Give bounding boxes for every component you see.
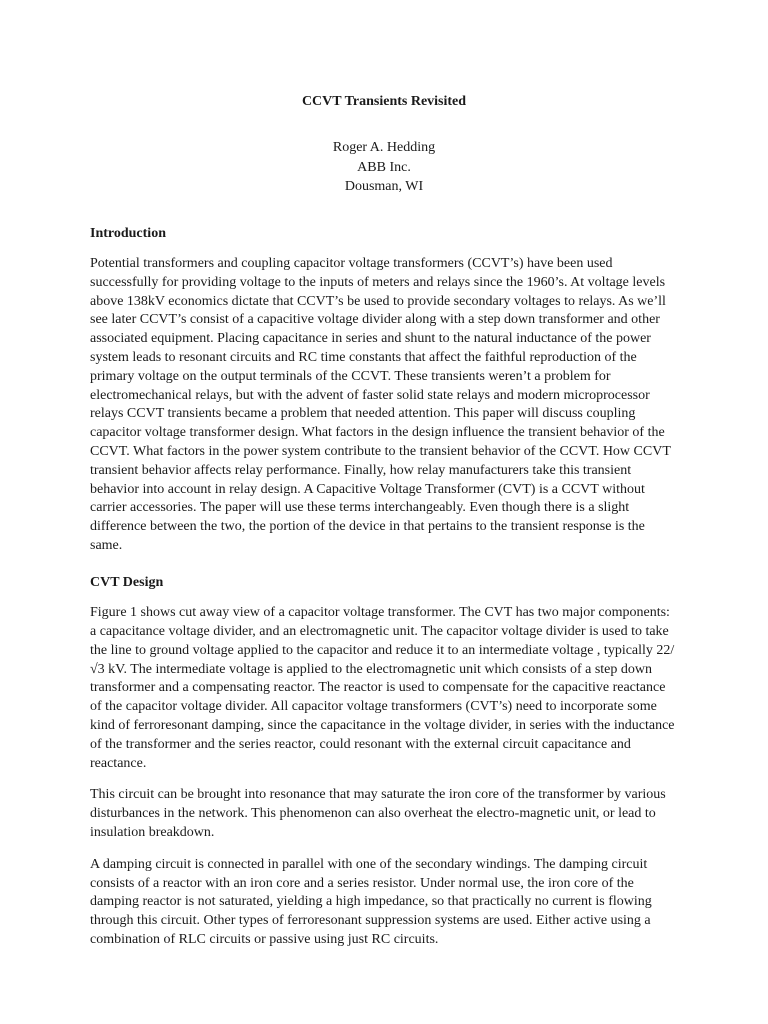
- introduction-paragraph: Potential transformers and coupling capacitor voltage transformers (CCVT’s) have been used successfully for providing voltage to the inputs of meters and relays since the 1960’s. At voltage levels above 138kV economics dictate that CCVT’s be used to provide secondary voltages to relays. As we’ll see later CCVT’s consist of a capacitive voltage divider along with a step down transformer and other associated equipment. Placing capacitance in series and shunt to the natural inductance of the power system leads to resonant circuits and RC time constants that affect the faithful reproduction of the primary voltage on the output terminals of the CCVT. These transients weren’t a problem for electromechanical relays, but with the advent of faster solid state relays and modern microprocessor relays CCVT transients became a problem that needed attention. This paper will discuss coupling capacitor voltage transformer design. What factors in the design influence the transient behavior of the CCVT. What factors in the power system contribute to the transient behavior of the CCVT. How CCVT transient behavior affects relay performance. Finally, how relay manufacturers take this transient behavior into account in relay design. A Capacitive Voltage Transformer (CVT) is a CCVT without carrier accessories. The paper will use these terms interchangeably. Even though there is a slight difference between the two, the portion of the device in that pertains to the transient response is the same.: [90, 256, 671, 553]
- cvt-design-paragraph-2: This circuit can be brought into resonance that may saturate the iron core of the transformer by various disturbances in the network. This phenomenon can also overheat the electro-magnetic unit, or lead to insulation breakdown.: [90, 787, 666, 841]
- author-location: Dousman, WI: [344, 179, 424, 194]
- section-heading-introduction: Introduction: [90, 225, 166, 241]
- author-block: [90, 138, 678, 197]
- paper-title: CCVT Transients Revisited: [301, 94, 467, 109]
- cvt-design-paragraph-3: A damping circuit is connected in parallel with one of the secondary windings. The damping circuit consists of a reactor with an iron core and a series resistor. Under normal use, the iron core of the damping reactor is not saturated, yielding a high impedance, so that practically no current is flowing through this circuit. Other types of ferroresonant suppression systems are used. Either active using a combination of RLC circuits or passive using just RC circuits.: [90, 856, 652, 947]
- author-organization: ABB Inc.: [357, 159, 411, 175]
- section-heading-cvt-design: CVT Design: [90, 574, 164, 590]
- cvt-design-paragraph-1: Figure 1 shows cut away view of a capacitor voltage transformer. The CVT has two major components: a capacitance voltage divider, and an electromagnetic unit. The capacitor voltage divider is used to take the line to ground voltage applied to the capacitor and reduce it to an intermediate voltage , typically 22/√3 kV. The intermediate voltage is applied to the electromagnetic unit which consists of a step down transformer and a compensating reactor. The reactor is used to compensate for the capacitive reactance of the capacitor voltage divider. All capacitor voltage transformers (CVT’s) need to incorporate some kind of ferroresonant damping, since the capacitance in the voltage divider, in series with the inductance of the transformer and the series reactor, could resonant with the external circuit capacitance and reactance.: [90, 605, 675, 771]
- section-introduction: [90, 224, 678, 556]
- section-cvt-design: [90, 573, 678, 950]
- author-name: Roger A. Hedding: [332, 140, 436, 155]
